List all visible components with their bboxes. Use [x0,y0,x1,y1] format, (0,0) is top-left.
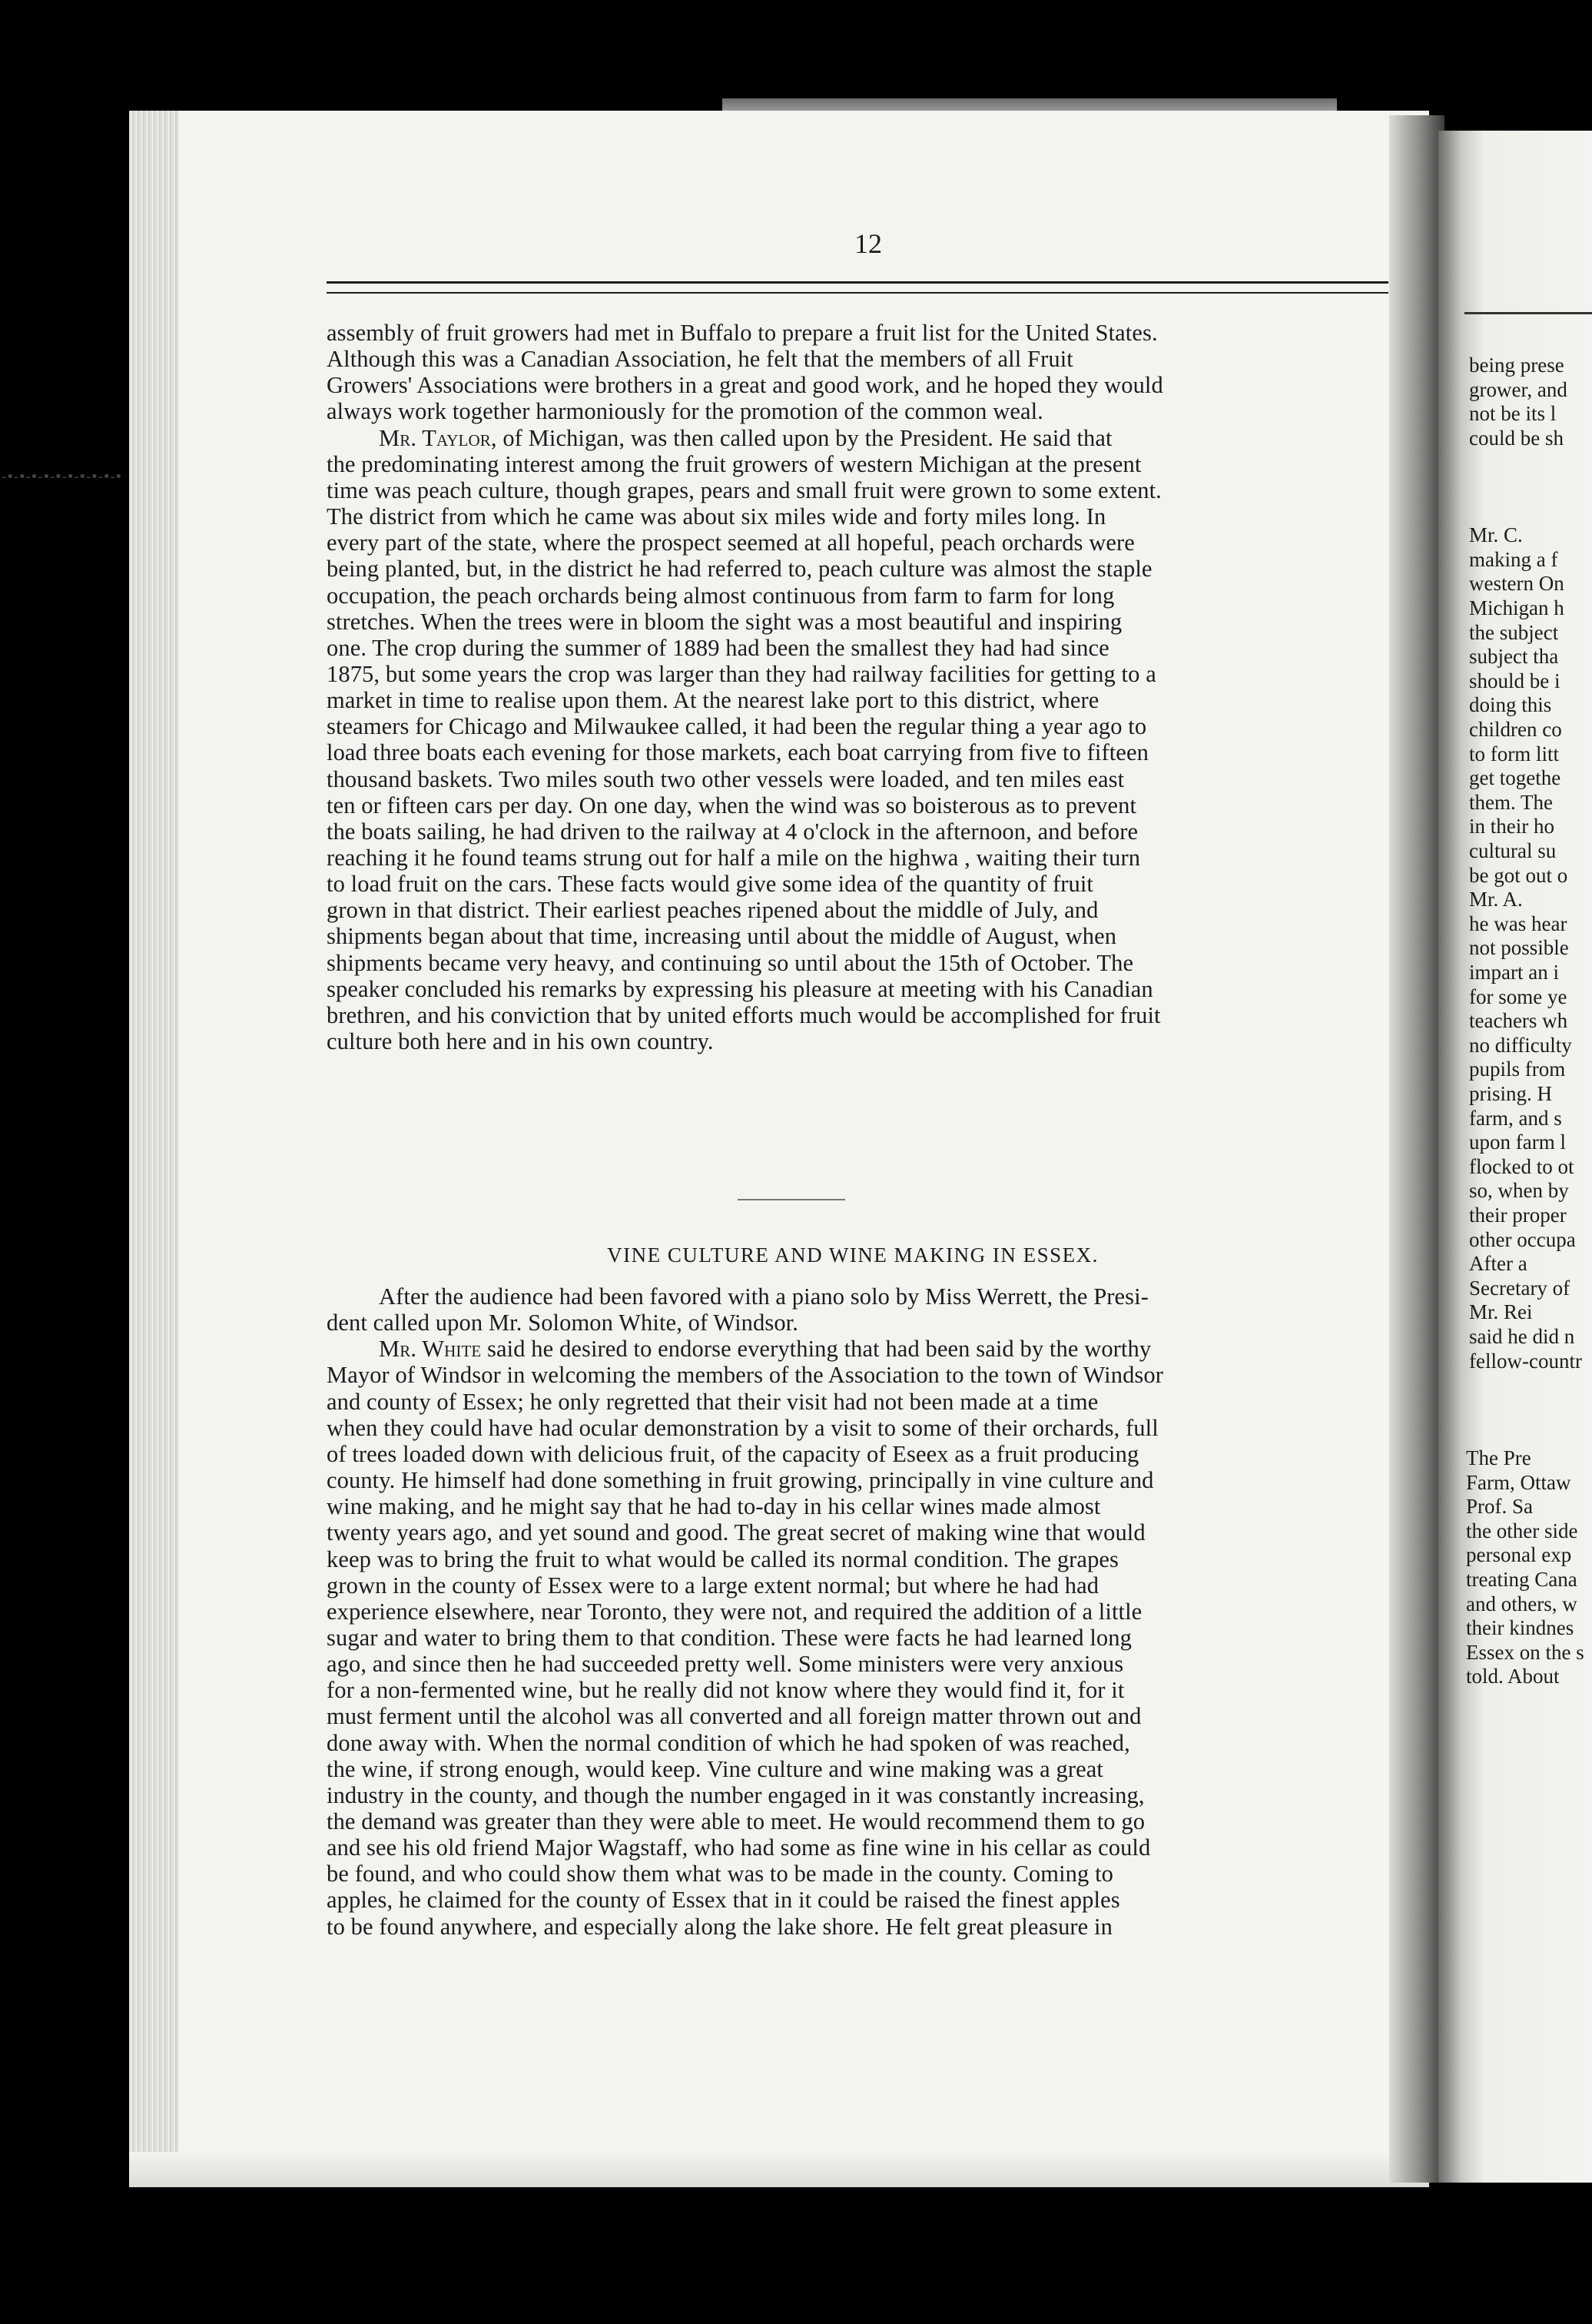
facing-text-line: doing this [1469,693,1552,717]
facing-text-line: said he did n [1469,1325,1575,1348]
text-line: to be found anywhere, and especially along the lake shore. He felt great pleasure in [327,1913,1113,1940]
text-line: culture both here and in his own country. [327,1028,714,1055]
facing-text-line: grower, and [1469,377,1567,401]
text-line: experience elsewhere, near Toronto, they were not, and required the addition of a little [327,1598,1143,1625]
margin-marks: -•-•-•-•-•-•-•-•-•-• [0,469,121,485]
text-line: every part of the state, where the prospect seemed at all hopeful, peach orchards were [327,530,1135,556]
section-divider [738,1199,845,1200]
facing-text-line: upon farm l [1469,1130,1566,1154]
text-line: and see his old friend Major Wagstaff, who had some as fine wine in his cellar as could [327,1834,1151,1861]
text-line: Growers' Associations were brothers in a great and good work, and he hoped they would [327,372,1163,399]
facing-text-line: Essex on the s [1466,1640,1584,1664]
facing-text-line: other occupa [1469,1227,1576,1251]
speaker-name: Mr. White [379,1336,482,1363]
facing-text-line: in their ho [1469,815,1554,838]
facing-text-line: for some ye [1469,984,1567,1008]
text-line: After the audience had been favored with a piano solo by Miss Werrett, the Presi- [379,1283,1149,1310]
facing-text-line: to form litt [1469,742,1559,765]
text-line: Mayor of Windsor in welcoming the members of the Association to the town of Windsor [327,1362,1163,1389]
text-line: load three boats each evening for those markets, each boat carrying from five to fifteen [327,739,1149,766]
line-text: of Michigan, was then called upon by the President. He said that [496,424,1113,451]
text-line: be found, and who could show them what was to be made in the county. Coming to [327,1861,1114,1887]
facing-text-line: western On [1469,572,1564,596]
text-line: grown in the county of Essex were to a large extent normal; but where he had had [327,1572,1099,1599]
facing-text-line: pupils from [1469,1057,1566,1081]
text-line: the predominating interest among the fruit growers of western Michigan at the present [327,450,1142,477]
facing-text-line: them. The [1469,790,1553,814]
facing-text-line: the other side [1466,1519,1578,1542]
facing-text-line: Mr. Rei [1469,1300,1533,1324]
text-line: speaker concluded his remarks by expressing his pleasure at meeting with his Canadian [327,975,1153,1002]
text-line: brethren, and his conviction that by united efforts much would be accomplished for fruit [327,1001,1161,1028]
text-line: shipments began about that time, increasing until about the middle of August, when [327,923,1117,950]
text-line: steamers for Chicago and Milwaukee called, it had been the regular thing a year ago to [327,713,1147,740]
text-line: the boats sailing, he had driven to the railway at 4 o'clock in the afternoon, and before [327,818,1139,845]
facing-text-line: be got out o [1469,863,1568,887]
text-line: grown in that district. Their earliest peaches ripened about the middle of July, and [327,897,1099,924]
text-line: occupation, the peach orchards being almost continuous from farm to farm for long [327,582,1115,609]
text-line: assembly of fruit growers had met in Buffalo to prepare a fruit list for the United States. [327,320,1158,346]
text-line: of trees loaded down with delicious fruit, of the capacity of Eseex as a fruit producing [327,1440,1139,1467]
speaker-name: Mr. Taylor, [379,424,497,451]
text-line: Although this was a Canadian Association, he felt that the members of all Fruit [327,346,1073,373]
text-line [379,425,1113,451]
facing-text-line: teachers wh [1469,1009,1568,1033]
text-line: ago, and since then he had succeeded pretty well. Some ministers were very anxious [327,1651,1124,1678]
facing-text-line: After a [1469,1252,1527,1276]
section-heading: VINE CULTURE AND WINE MAKING IN ESSEX. [607,1243,1099,1267]
text-line: reaching it he found teams strung out for half a mile on the highwa , waiting their turn [327,845,1141,871]
text-line: 1875, but some years the crop was larger than they had railway facilities for getting to a [327,660,1156,687]
text-line: The district from which he came was about six miles wide and forty miles long. In [327,503,1106,530]
facing-text-line: impart an i [1469,961,1559,984]
text-line: being planted, but, in the district he had referred to, peach culture was almost the staple [327,556,1153,583]
facing-text-line: children co [1469,718,1562,741]
text-line: and county of Essex; he only regretted that their visit had not been made at a time [327,1388,1099,1415]
facing-text-line: Michigan h [1469,596,1564,619]
facing-text-line: Mr. A. [1469,888,1523,911]
facing-text-line: flocked to ot [1469,1154,1574,1178]
text-line: dent called upon Mr. Solomon White, of Windsor. [327,1310,798,1336]
text-line: the wine, if strong enough, would keep. Vine culture and wine making was a great [327,1755,1103,1782]
text-line: sugar and water to bring them to that condition. These were facts he had learned long [327,1624,1132,1651]
text-line: shipments became very heavy, and continuing so until about the 15th of October. The [327,949,1134,976]
text-line: industry in the county, and though the number engaged in it was constantly increasing, [327,1781,1145,1808]
facing-text-line: treating Cana [1466,1568,1577,1591]
text-line: when they could have had ocular demonstration by a visit to some of their orchards, full [327,1414,1159,1441]
text-line: one. The crop during the summer of 1889 had been the smallest they had had since [327,634,1109,661]
facing-text-line: he was hear [1469,911,1567,935]
facing-text-line: Mr. C. [1469,523,1523,547]
facing-text-line: farm, and s [1469,1106,1562,1130]
text-line: county. He himself had done something in fruit growing, principally in vine culture and [327,1467,1154,1494]
text-line: stretches. When the trees were in bloom the sight was a most beautiful and inspiring [327,608,1123,635]
text-line: market in time to realise upon them. At the nearest lake port to this district, where [327,687,1099,714]
text-line: always work together harmoniously for the promotion of the common weal. [327,398,1043,425]
facing-text-line: should be i [1469,669,1560,692]
text-line: time was peach culture, though grapes, pears and small fruit were grown to some extent. [327,476,1162,503]
facing-text-line: could be sh [1469,426,1564,450]
line-text: said he desired to endorse everything that had been said by the worthy [481,1336,1152,1363]
text-line: the demand was greater than they were able to meet. He would recommend them to go [327,1808,1146,1834]
facing-text-line: Prof. Sa [1466,1495,1533,1519]
text-line: must ferment until the alcohol was all converted and all foreign matter thrown out and [327,1703,1142,1730]
facing-text-line: The Pre [1466,1446,1531,1469]
text-line: keep was to bring the fruit to what would be called its normal condition. The grapes [327,1545,1119,1572]
text-line [379,1336,1151,1362]
facing-text-line: Secretary of [1469,1276,1570,1300]
text-line: apples, he claimed for the county of Essex that in it could be raised the finest apples [327,1887,1120,1914]
facing-text-line: being prese [1469,354,1564,377]
facing-text-line: the subject [1469,620,1559,644]
page-number: 12 [854,228,882,259]
facing-text-line: not possible [1469,936,1569,960]
facing-text-line: making a f [1469,547,1558,571]
text-line: thousand baskets. Two miles south two other vessels were loaded, and ten miles east [327,765,1125,792]
facing-text-line: and others, w [1466,1592,1577,1615]
text-line: done away with. When the normal condition of which he had spoken of was reached, [327,1729,1130,1756]
facing-text-line: not be its l [1469,402,1557,426]
facing-text-line: personal exp [1466,1543,1572,1567]
facing-text-line: Farm, Ottaw [1466,1470,1571,1494]
facing-text-line: fellow-countr [1469,1349,1582,1373]
text-line: wine making, and he might say that he had to-day in his cellar wines made almost [327,1493,1101,1520]
facing-text-line: subject tha [1469,645,1559,669]
facing-text-line: told. About [1466,1665,1560,1688]
text-line: to load fruit on the cars. These facts would give some idea of the quantity of fruit [327,871,1093,898]
facing-text-line: no difficulty [1469,1033,1572,1057]
facing-text-line: their kindnes [1466,1616,1574,1640]
facing-text-line: cultural su [1469,839,1557,862]
facing-text-line: so, when by [1469,1179,1569,1203]
facing-text-line: get togethe [1469,766,1561,790]
text-line: ten or fifteen cars per day. On one day, when the wind was so boisterous as to prevent [327,792,1137,818]
facing-text-line: prising. H [1469,1082,1552,1105]
text-line: for a non-fermented wine, but he really did not know where they would find it, for it [327,1677,1125,1704]
facing-text-line: their proper [1469,1204,1567,1227]
text-line: twenty years ago, and yet sound and good. The great secret of making wine that would [327,1519,1146,1546]
